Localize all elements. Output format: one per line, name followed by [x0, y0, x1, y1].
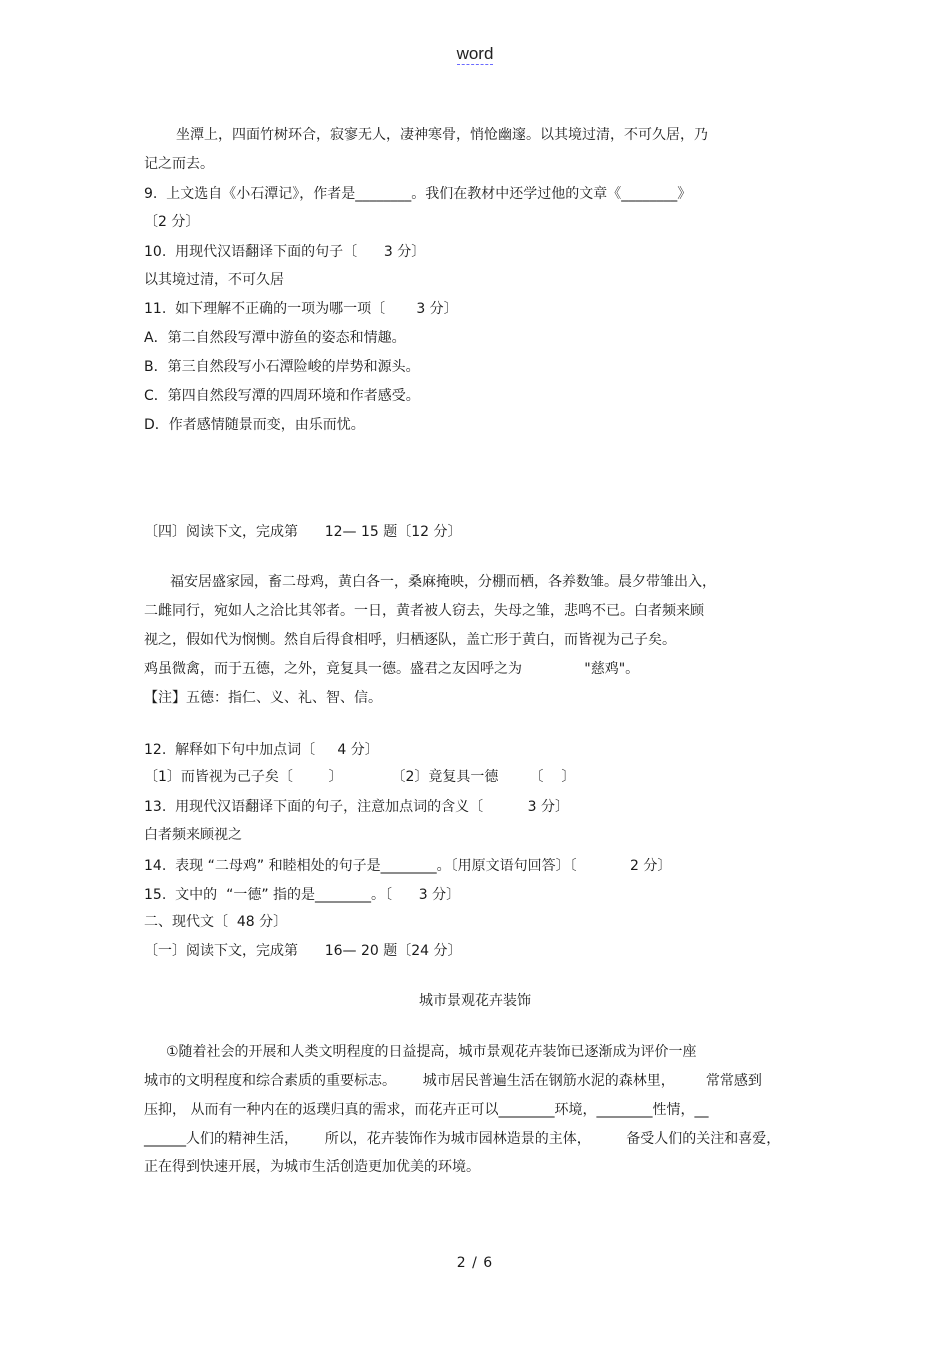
- option-c: C．第四自然段写潭的四周环境和作者感受。: [144, 388, 420, 404]
- text-line: 〔2 分〕: [144, 214, 200, 230]
- note-line: 【注】五德：指仁、义、礼、智、信。: [144, 690, 382, 706]
- question-13: 13. 用现代汉语翻译下面的句子，注意加点词的含义〔 3 分〕: [144, 799, 570, 815]
- option-d: D．作者感情随景而变，由乐而忧。: [144, 417, 365, 433]
- question-12: 12. 解释如下句中加点词〔 4 分〕: [144, 742, 379, 758]
- article-line: 压抑， 从而有一种内在的返璞归真的需求，而花卉正可以________环境，________性情，__: [144, 1102, 709, 1118]
- article-line: ①随着社会的开展和人类文明程度的日益提高，城市景观花卉装饰已逐渐成为评价一座: [166, 1044, 697, 1060]
- text-line: 记之而去。: [144, 156, 214, 172]
- text-line: 以其境过清，不可久居: [144, 272, 284, 288]
- page-header: [0, 44, 950, 64]
- question-15: 15. 文中的 “一德” 指的是________。〔 3 分〕: [144, 887, 461, 903]
- article-line: ______人们的精神生活， 所以，花卉装饰作为城市园林造景的主体， 备受人们的关注和喜爱，: [144, 1131, 781, 1147]
- section-heading: 〔一〕阅读下文，完成第 16— 20 题〔24 分〕: [144, 943, 462, 959]
- question-14: 14. 表现 “二母鸡” 和睦相处的句子是________。〔用原文语句回答〕〔 2 分〕: [144, 858, 672, 874]
- article-line: 正在得到快速开展，为城市生活创造更加优美的环境。: [144, 1159, 480, 1175]
- passage-line: 视之，假如代为悯恻。然自后得食相呼，归栖逐队，盖亡形于黄白，而皆视为己子矣。: [144, 632, 676, 648]
- text-line: 坐潭上，四面竹树环合，寂寥无人，凄神寒骨，悄怆幽邃。以其境过清，不可久居，乃: [176, 127, 708, 143]
- question-9: 9. 上文选自《小石潭记》，作者是________。我们在教材中还学过他的文章《________》: [144, 186, 692, 202]
- page-footer: [0, 1252, 950, 1271]
- question-12-items: 〔1〕而皆视为己子矣〔 〕 〔2〕竟复具一德 〔 〕: [144, 769, 576, 785]
- section-heading: 二、现代文〔 48 分〕: [144, 914, 288, 930]
- section-heading: 〔四〕阅读下文，完成第 12— 15 题〔12 分〕: [144, 524, 462, 540]
- passage-line: 二雌同行，宛如人之洽比其邻者。一日，黄者被人窃去，失母之雏，悲鸣不已。白者频来顾: [144, 603, 704, 619]
- passage-line: 福安居盛家园，畜二母鸡，黄白各一，桑麻掩映，分棚而栖，各养数雏。晨夕带雏出入，: [170, 574, 716, 590]
- question-10: 10. 用现代汉语翻译下面的句子〔 3 分〕: [144, 244, 426, 260]
- text-line: 白者频来顾视之: [144, 827, 242, 843]
- passage-line: 鸡虽微禽，而于五德，之外，竟复具一德。盛君之友因呼之为 "慈鸡"。: [144, 661, 640, 677]
- option-a: A．第二自然段写潭中游鱼的姿态和情趣。: [144, 330, 406, 346]
- page-number: 2 / 6: [456, 1255, 494, 1271]
- header-title: word: [456, 44, 494, 63]
- question-11: 11. 如下理解不正确的一项为哪一项〔 3 分〕: [144, 301, 458, 317]
- article-title: 城市景观花卉装饰: [419, 993, 531, 1009]
- article-line: 城市的文明程度和综合素质的重要标志。 城市居民普遍生活在钢筋水泥的森林里， 常常感到: [144, 1073, 762, 1089]
- option-b: B．第三自然段写小石潭险峻的岸势和源头。: [144, 359, 420, 375]
